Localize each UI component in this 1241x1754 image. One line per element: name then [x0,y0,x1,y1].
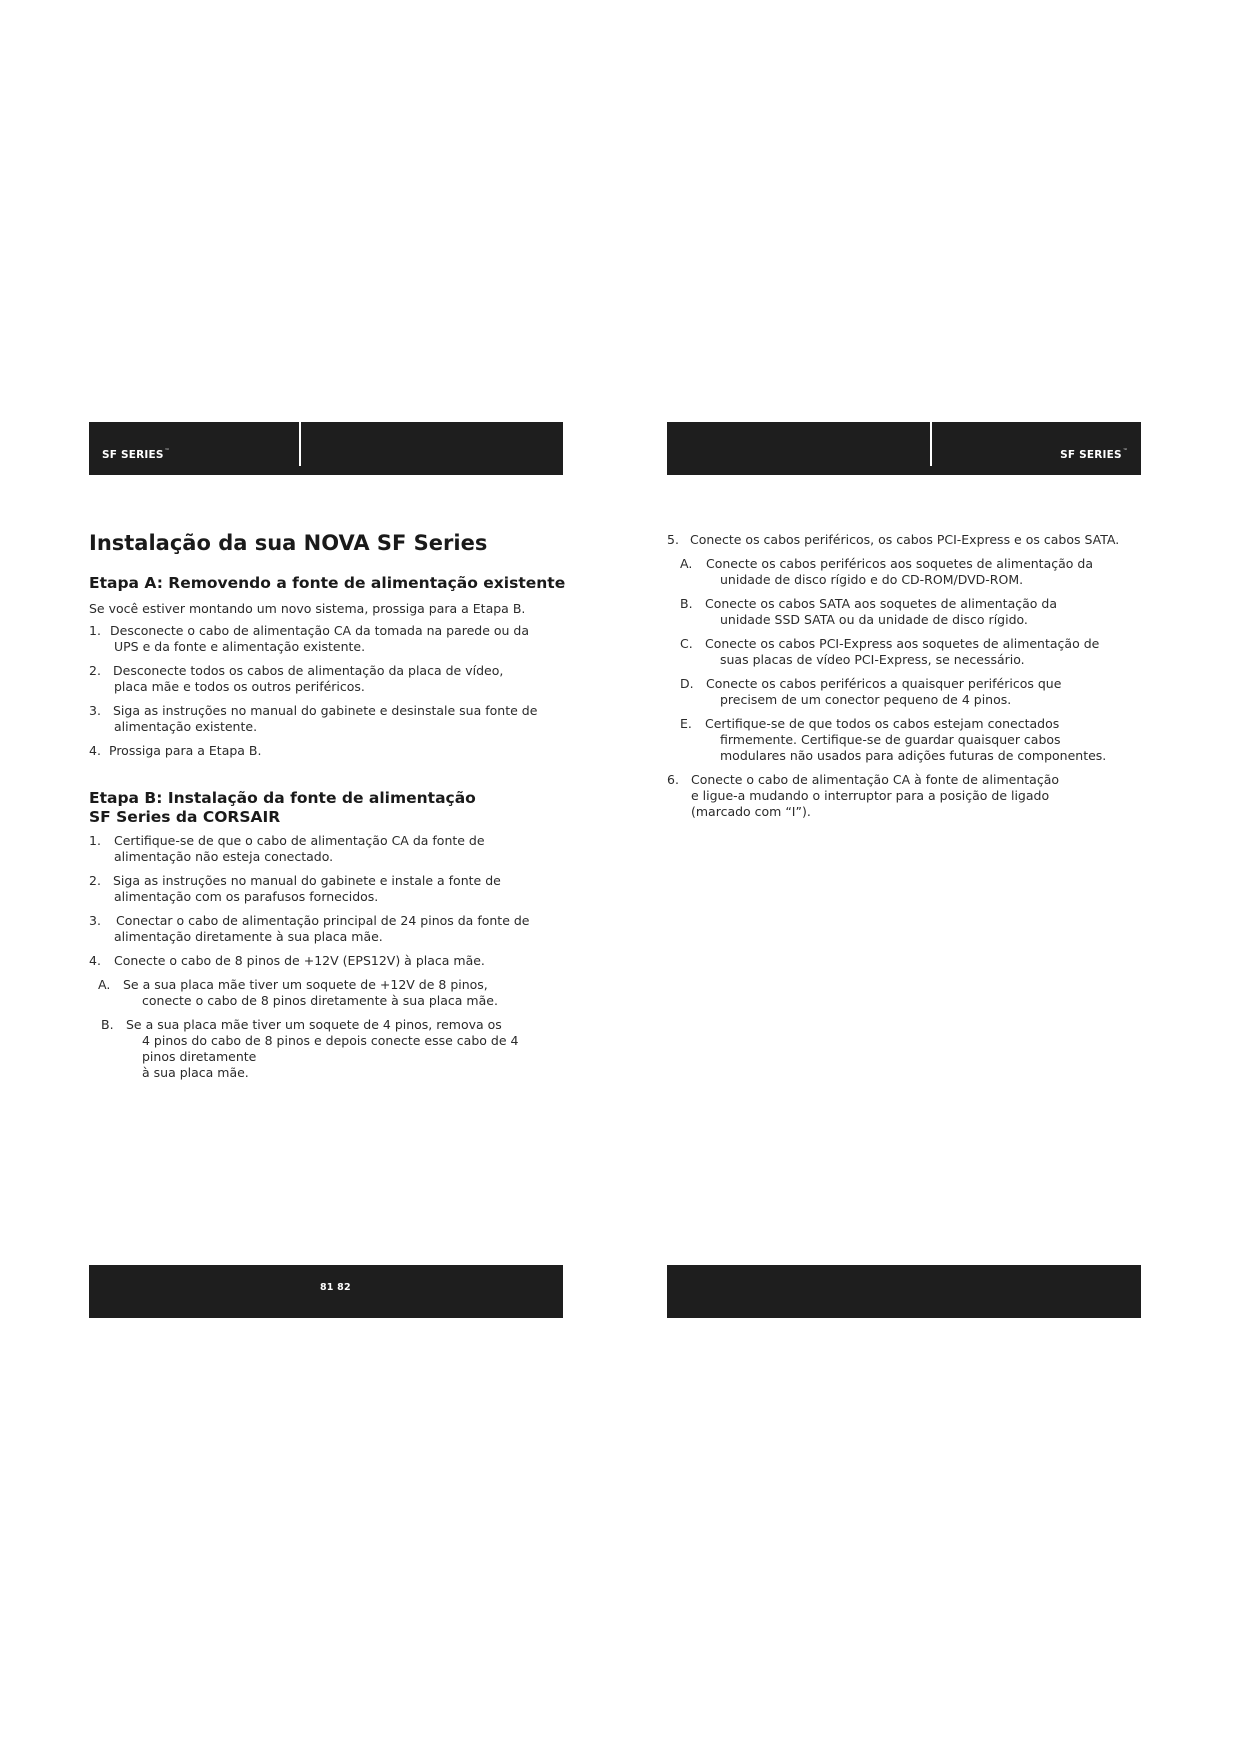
section-b-heading: Etapa B: Instalação da fonte de alimentação SF Series da CORSAIR [89,789,476,826]
left-footer-bar [89,1265,563,1318]
right-header-divider [930,422,932,466]
list-item: 3. Conectar o cabo de alimentação principal de 24 pinos da fonte de alimentação diretamente à sua placa mãe. [89,913,530,944]
page-title: Instalação da sua NOVA SF Series [89,531,488,555]
section-b-steps [89,833,569,1081]
list-item: 1. Certifique-se de que o cabo de alimentação CA da fonte de alimentação não esteja conectado. [89,833,485,864]
left-header-divider [299,422,301,466]
page-numbers: 81 82 [320,1282,351,1293]
list-item: A. Conecte os cabos periféricos aos soquetes de alimentação da unidade de disco rígido e do CD-ROM/DVD-ROM. [680,556,1093,587]
section-a-heading: Etapa A: Removendo a fonte de alimentação existente [89,574,566,592]
left-page [89,531,569,1081]
section-a-intro: Se você estiver montando um novo sistema, prossiga para a Etapa B. [89,601,526,616]
list-item: 2. Siga as instruções no manual do gabinete e instale a fonte de alimentação com os parafusos fornecidos. [89,873,501,904]
right-header-brand: SF SERIES™ [1060,448,1128,461]
list-item: D. Conecte os cabos periféricos a quaisquer periféricos que precisem de um conector pequeno de 4 pinos. [680,676,1062,707]
right-footer-bar [667,1265,1141,1318]
list-item: E. Certifique-se de que todos os cabos estejam conectados firmemente. Certifique-se de guardar quaisquer cabos modulares não usados para adições futuras de componentes. [680,716,1107,763]
right-header-bar [667,422,1141,475]
right-page [667,532,1157,820]
list-item: 2. Desconecte todos os cabos de alimentação da placa de vídeo, placa mãe e todos os outros periféricos. [89,663,504,694]
list-item: 4. Prossiga para a Etapa B. [89,743,262,758]
list-item: 5. Conecte os cabos periféricos, os cabos PCI-Express e os cabos SATA. [667,532,1120,547]
list-item: 3. Siga as instruções no manual do gabinete e desinstale sua fonte de alimentação existente. [89,703,538,734]
list-item: A. Se a sua placa mãe tiver um soquete de +12V de 8 pinos, conecte o cabo de 8 pinos diretamente à sua placa mãe. [98,977,498,1008]
list-item: 1. Desconecte o cabo de alimentação CA da tomada na parede ou da UPS e da fonte e alimentação existente. [89,623,530,654]
list-item: 4. Conecte o cabo de 8 pinos de +12V (EPS12V) à placa mãe. [89,953,485,968]
left-header-bar [89,422,563,475]
list-item: B. Se a sua placa mãe tiver um soquete de 4 pinos, remova os 4 pinos do cabo de 8 pinos e depois conecte esse cabo de 4 pinos diretamente à sua placa mãe. [101,1017,519,1080]
left-header-brand: SF SERIES™ [102,448,170,461]
list-item: C. Conecte os cabos PCI-Express aos soquetes de alimentação de suas placas de vídeo PCI-Express, se necessário. [680,636,1100,667]
list-item: 6. Conecte o cabo de alimentação CA à fonte de alimentação e ligue-a mudando o interruptor para a posição de ligado (marcado com “I”). [667,772,1059,819]
list-item: B. Conecte os cabos SATA aos soquetes de alimentação da unidade SSD SATA ou da unidade de disco rígido. [680,596,1057,627]
section-a-steps [89,623,569,759]
